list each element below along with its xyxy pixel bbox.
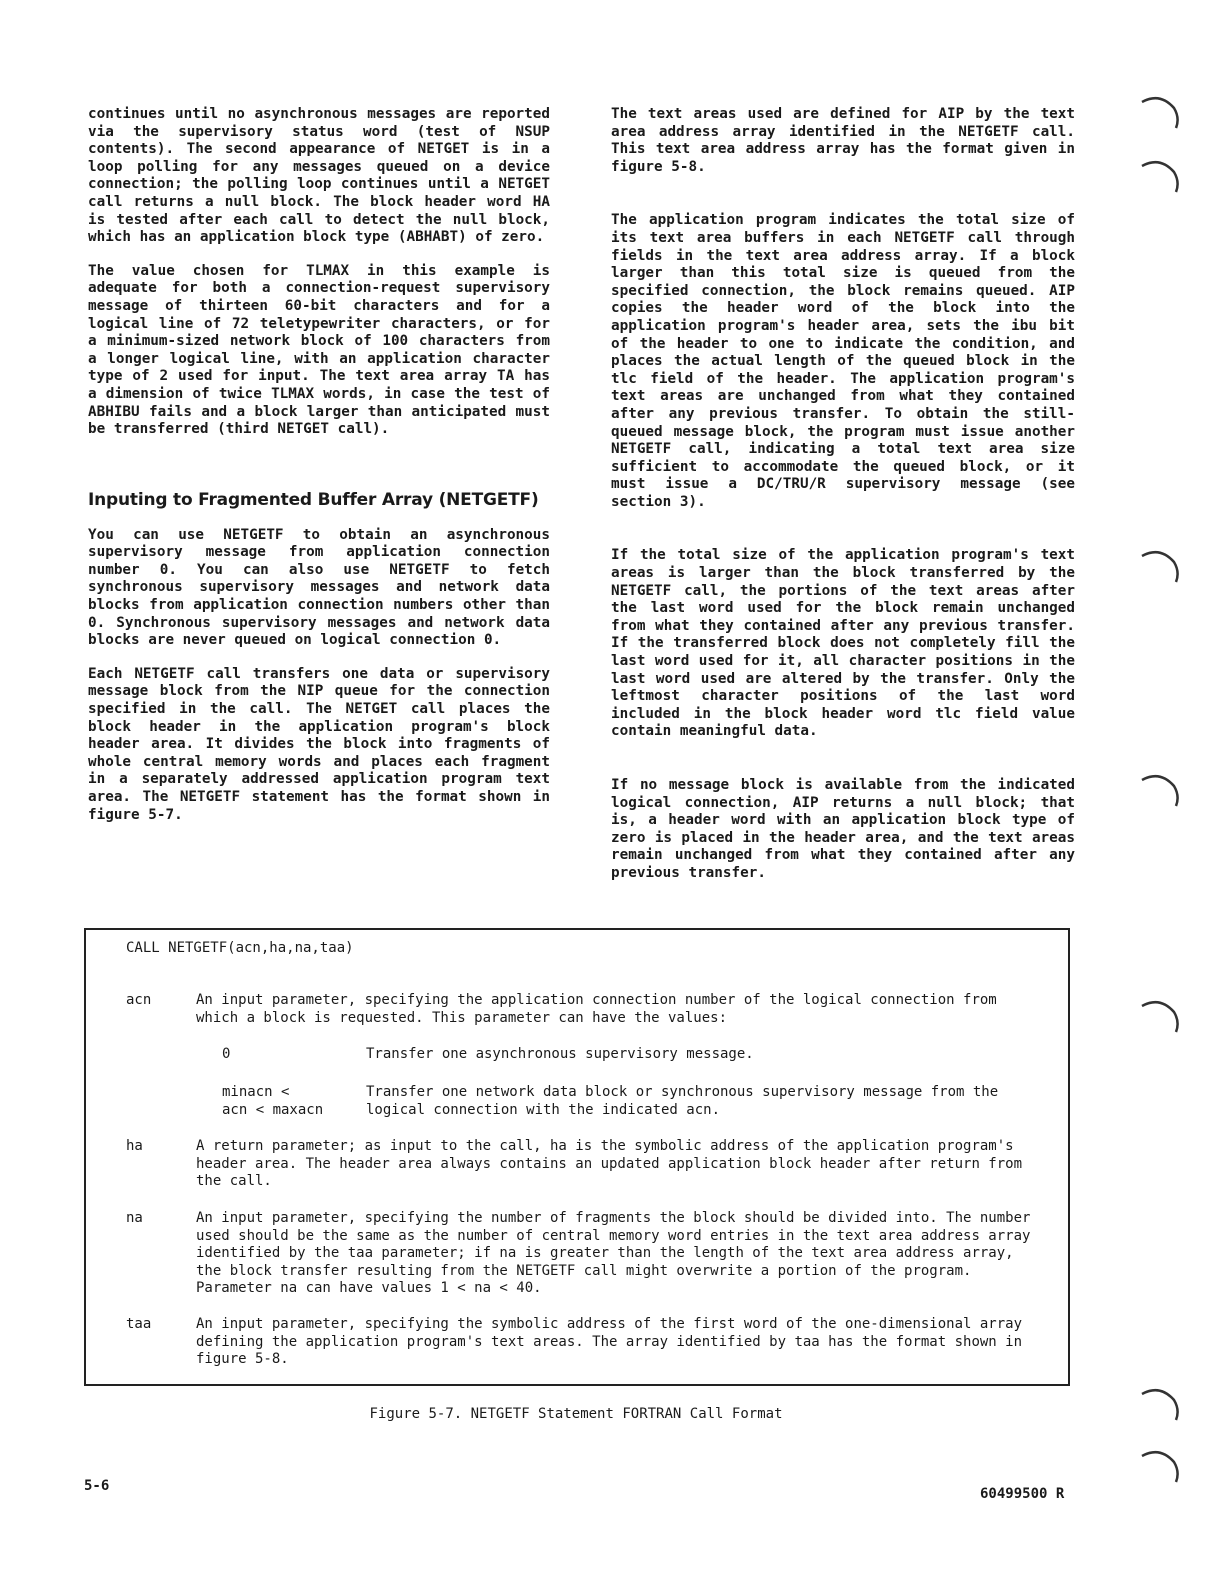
- figure-caption: Figure 5-7. NETGETF Statement FORTRAN Call Format: [369, 1406, 783, 1422]
- acn-value-description: Transfer one network data block or synchronous supervisory message from the logical connection with the indicated acn.: [366, 1084, 999, 1118]
- section-heading: Inputing to Fragmented Buffer Array (NETGETF): [88, 489, 539, 510]
- binder-hole-icon: [1140, 1446, 1180, 1486]
- acn-range-line-1: minacn <: [222, 1084, 290, 1100]
- left-paragraph-1: continues until no asynchronous messages are reported via the supervisory status word (test of NSUP contents). The second appearance of NETGET is in a loop polling for any messages queued on a device connection; the polling loop continues until a NETGET call returns a null block. The block header word HA is tested after each call to detect the null block, which has an application block type (ABHABT) of zero.: [88, 106, 550, 246]
- page-number: 5-6: [84, 1478, 110, 1494]
- right-column: [611, 106, 1075, 919]
- binder-hole-icon: [1140, 770, 1180, 810]
- param-name: na: [126, 1210, 143, 1226]
- right-paragraph-4: If no message block is available from the indicated logical connection, AIP returns a null block; that is, a header word with an application block type of zero is placed in the header area, and the text areas remain unchanged from what they contained after any previous transfer.: [611, 777, 1075, 881]
- param-name: taa: [126, 1316, 152, 1332]
- param-description: An input parameter, specifying the application connection number of the logical connection from which a block is requested. This parameter can have the values:: [196, 992, 997, 1026]
- left-paragraph-2: The value chosen for TLMAX in this example is adequate for both a connection-request supervisory message of thirteen 60-bit characters and for a logical line of 72 teletypewriter characters, or for a minimum-sized network block of 100 characters from a longer logical line, with an application character type of 2 used for input. The text area array TA has a dimension of twice TLMAX words, in case the test of ABHIBU fails and a block larger than anticipated must be transferred (third NETGET call).: [88, 262, 550, 438]
- param-name: acn: [126, 992, 152, 1008]
- binder-hole-icon: [1140, 996, 1180, 1036]
- acn-range-line-2: acn < maxacn: [222, 1101, 324, 1118]
- param-description: An input parameter, specifying the symbolic address of the first word of the one-dimensional array defining the application program's text areas. The array identified by taa has the format shown in figure 5-8.: [196, 1316, 1023, 1367]
- left-column: [88, 106, 550, 840]
- left-paragraph-4: Each NETGETF call transfers one data or supervisory message block from the NIP queue for the connection specified in the call. The NETGET call places the block header in the application program's block header area. It divides the block into fragments of whole central memory words and places each fragment in a separately addressed application program text area. The NETGETF statement has the format shown in figure 5-7.: [88, 665, 550, 823]
- acn-value: [222, 1084, 362, 1119]
- param-name: ha: [126, 1138, 143, 1154]
- right-paragraph-2: The application program indicates the total size of its text area buffers in each NETGETF call through fields in the text area address array. If a block larger than this total size is queued from the specified connection, the block remains queued. AIP copies the header word of the block into the application program's header area, sets the ibu bit of the header to one to indicate the condition, and places the actual length of the queued block in the tlc field of the header. The application program's text areas are unchanged from what they contained after any previous transfer. To obtain the still-queued message block, the program must issue another NETGETF call, indicating a total text area size sufficient to accommodate the queued block, or it must issue a DC/TRU/R supervisory message (see section 3).: [611, 212, 1075, 510]
- acn-value-description: Transfer one asynchronous supervisory message.: [366, 1046, 754, 1062]
- binder-hole-icon: [1140, 546, 1180, 586]
- param-description: A return parameter; as input to the call, ha is the symbolic address of the application program's header area. The header area always contains an updated application block header after return from the call.: [196, 1138, 1023, 1189]
- right-paragraph-1: The text areas used are defined for AIP by the text area address array identified in the NETGETF call. This text area address array has the format given in figure 5-8.: [611, 106, 1075, 175]
- left-paragraph-3: You can use NETGETF to obtain an asynchronous supervisory message from application connection number 0. You can also use NETGETF to fetch synchronous supervisory messages and network data blocks from application connection numbers other than 0. Synchronous supervisory messages and network data blocks are never queued on logical connection 0.: [88, 526, 550, 649]
- binder-hole-icon: [1140, 156, 1180, 196]
- document-number: 60499500 R: [980, 1486, 1065, 1502]
- binder-hole-icon: [1140, 1384, 1180, 1424]
- acn-value: 0: [222, 1046, 231, 1062]
- call-statement: CALL NETGETF(acn,ha,na,taa): [126, 940, 354, 956]
- figure-5-7-box: [84, 928, 1070, 1386]
- param-description: An input parameter, specifying the number of fragments the block should be divided into. The number used should be the same as the number of central memory word entries in the text area address array identified by the taa parameter; if na is greater than the length of the text area address array, the block transfer resulting from the NETGETF call might overwrite a portion of the program. Parameter na can have values 1 < na < 40.: [196, 1210, 1031, 1296]
- binder-hole-icon: [1140, 92, 1180, 132]
- right-paragraph-3: If the total size of the application program's text areas is larger than the block transferred by the NETGETF call, the portions of the text areas after the last word used for the block remain unchanged from what they contained after any previous transfer. If the transferred block does not completely fill the last word used for it, all character positions in the last word used are altered by the transfer. Only the leftmost character positions of the last word included in the block header word tlc field value contain meaningful data.: [611, 547, 1075, 740]
